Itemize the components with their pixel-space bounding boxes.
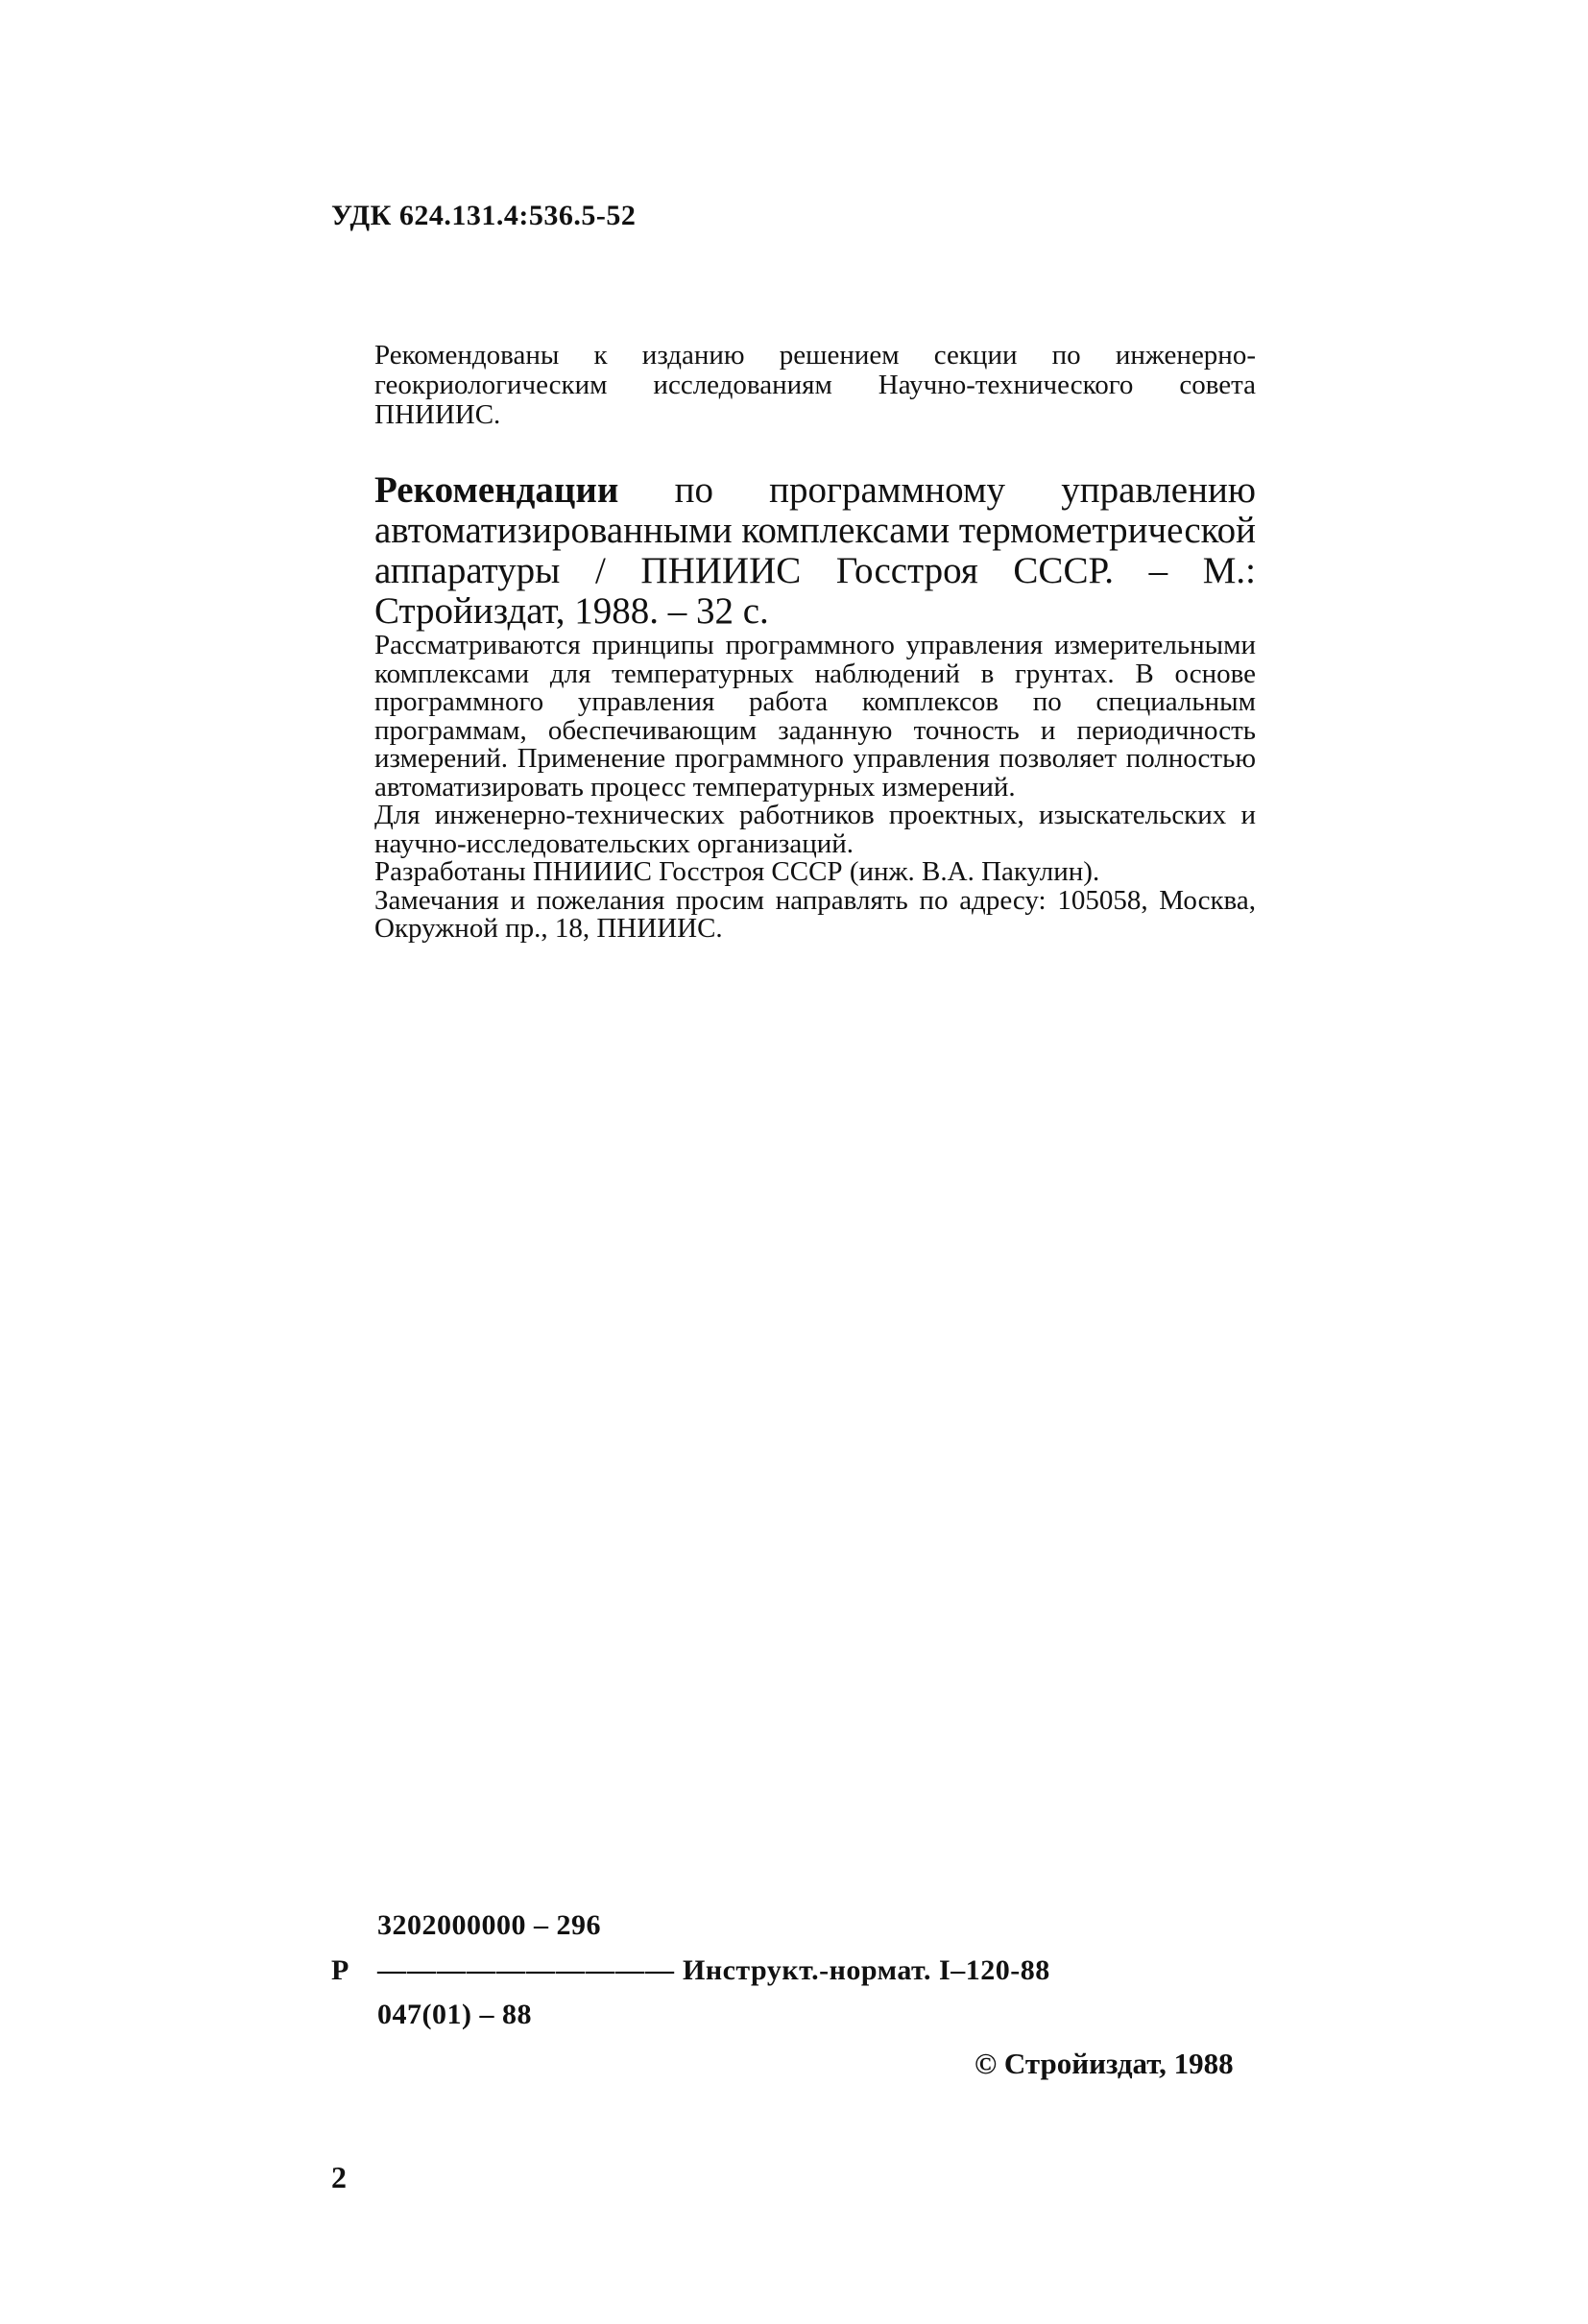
abstract-paragraph-4: Замечания и пожелания просим направлять по адресу: 105058, Москва, Окружной пр., 18, ПНИИИС. (374, 884, 1256, 944)
bbk-note: Инструкт.-нормат. I–120-88 (675, 1954, 1050, 1986)
udk-code: УДК 624.131.4:536.5-52 (331, 200, 637, 231)
bibliographic-rest: по программному управлению автоматизированными комплексами термометрической аппаратуры / ПНИИИС Госстроя СССР. – М.: Стройиздат, 1988. – 32 с. (374, 469, 1256, 632)
abstract-paragraph-2: Для инженерно-технических работников проектных, изыскательских и научно-исследовательских организаций. (374, 800, 1256, 859)
abstract-paragraph-1: Рассматриваются принципы программного управления измерительными комплексами для температурных наблюдений в грунтах. В основе программного управления работа комплексов по специальным программам, обеспечивающим заданную точность и периодичность измерений. Применение программного управления позволяет полностью автоматизировать процесс температурных измерений. (374, 630, 1256, 803)
bbk-letter: Р (331, 1954, 349, 1986)
bbk-denominator: 047(01) – 88 (377, 1999, 532, 2030)
bbk-fraction-line (377, 1954, 1050, 1987)
recommendation-note: Рекомендованы к изданию решением секции по инженерно-геокриологическим исследованиям Научно-технического совета ПНИИИС. (374, 340, 1256, 430)
bibliographic-lead: Рекомендации (374, 469, 619, 511)
abstract-paragraph-3: Разработаны ПНИИИС Госстроя СССР (инж. В.А. Пакулин). (374, 856, 1100, 887)
page-number: 2 (331, 2160, 347, 2194)
copyright-notice: © Стройиздат, 1988 (974, 2047, 1234, 2080)
bbk-rule: —————————— (377, 1954, 675, 1986)
abstract (374, 632, 1256, 944)
bibliographic-description (374, 470, 1256, 632)
bbk-numerator: 3202000000 – 296 (377, 1909, 601, 1941)
